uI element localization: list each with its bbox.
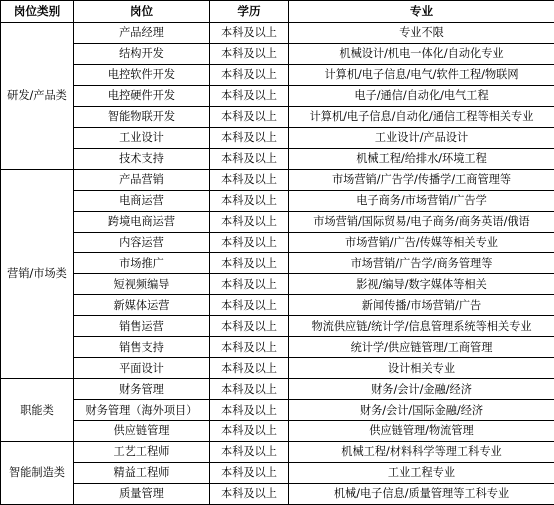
table-row [1,358,554,379]
position-cell: 财务管理（海外项目） [74,400,210,421]
major-cell: 机械工程/材料科学等理工科专业 [289,442,554,463]
table-row [1,421,554,442]
table-row [1,106,554,127]
table-row [1,316,554,337]
table-row [1,43,554,64]
major-cell: 机械工程/给排水/环境工程 [289,148,554,169]
major-cell: 市场营销/国际贸易/电子商务/商务英语/俄语 [289,211,554,232]
education-cell: 本科及以上 [210,316,289,337]
education-cell: 本科及以上 [210,358,289,379]
table-row [1,379,554,400]
table-row [1,85,554,106]
position-cell: 工业设计 [74,127,210,148]
position-cell: 平面设计 [74,358,210,379]
table-row [1,274,554,295]
table-row [1,169,554,190]
major-cell: 市场营销/广告学/商务管理等 [289,253,554,274]
major-cell: 计算机/电子信息/电气/软件工程/物联网 [289,64,554,85]
table-row [1,23,554,44]
table-row [1,211,554,232]
table-row [1,442,554,463]
position-cell: 短视频编导 [74,274,210,295]
position-cell: 工艺工程师 [74,442,210,463]
education-cell: 本科及以上 [210,106,289,127]
major-cell: 专业不限 [289,23,554,44]
major-cell: 市场营销/广告学/传播学/工商管理等 [289,169,554,190]
position-cell: 精益工程师 [74,463,210,484]
header-major: 专业 [289,1,554,23]
position-cell: 电商运营 [74,190,210,211]
category-cell: 营销/市场类 [1,169,74,379]
major-cell: 物流供应链/统计学/信息管理系统等相关专业 [289,316,554,337]
education-cell: 本科及以上 [210,483,289,504]
major-cell: 机械设计/机电一体化/自动化专业 [289,43,554,64]
education-cell: 本科及以上 [210,253,289,274]
position-cell: 销售支持 [74,337,210,358]
major-cell: 财务/会计/金融/经济 [289,379,554,400]
position-cell: 产品经理 [74,23,210,44]
position-cell: 销售运营 [74,316,210,337]
table-row [1,483,554,504]
education-cell: 本科及以上 [210,274,289,295]
education-cell: 本科及以上 [210,64,289,85]
education-cell: 本科及以上 [210,190,289,211]
major-cell: 工业设计/产品设计 [289,127,554,148]
category-cell: 职能类 [1,379,74,442]
table-row [1,127,554,148]
table-body [1,23,554,505]
position-cell: 财务管理 [74,379,210,400]
position-cell: 电控硬件开发 [74,85,210,106]
major-cell: 机械/电子信息/质量管理等工科专业 [289,483,554,504]
position-cell: 内容运营 [74,232,210,253]
position-cell: 产品营销 [74,169,210,190]
position-cell: 质量管理 [74,483,210,504]
major-cell: 计算机/电子信息/自动化/通信工程等相关专业 [289,106,554,127]
position-cell: 市场推广 [74,253,210,274]
table-row [1,400,554,421]
category-cell: 研发/产品类 [1,23,74,170]
major-cell: 电子/通信/自动化/电气工程 [289,85,554,106]
position-cell: 智能物联开发 [74,106,210,127]
education-cell: 本科及以上 [210,442,289,463]
education-cell: 本科及以上 [210,85,289,106]
position-cell: 电控软件开发 [74,64,210,85]
major-cell: 工业工程专业 [289,463,554,484]
major-cell: 财务/会计/国际金融/经济 [289,400,554,421]
table-row [1,190,554,211]
category-cell: 智能制造类 [1,442,74,505]
major-cell: 设计相关专业 [289,358,554,379]
education-cell: 本科及以上 [210,400,289,421]
table-row [1,232,554,253]
education-cell: 本科及以上 [210,148,289,169]
education-cell: 本科及以上 [210,127,289,148]
table-row [1,295,554,316]
position-cell: 新媒体运营 [74,295,210,316]
header-category: 岗位类别 [1,1,74,23]
header-position: 岗位 [74,1,210,23]
position-cell: 供应链管理 [74,421,210,442]
education-cell: 本科及以上 [210,379,289,400]
major-cell: 供应链管理/物流管理 [289,421,554,442]
education-cell: 本科及以上 [210,169,289,190]
education-cell: 本科及以上 [210,295,289,316]
table-header-row [1,1,554,23]
table-row [1,337,554,358]
education-cell: 本科及以上 [210,43,289,64]
education-cell: 本科及以上 [210,232,289,253]
table-row [1,64,554,85]
position-cell: 技术支持 [74,148,210,169]
education-cell: 本科及以上 [210,211,289,232]
major-cell: 电子商务/市场营销/广告学 [289,190,554,211]
major-cell: 统计学/供应链管理/工商管理 [289,337,554,358]
education-cell: 本科及以上 [210,23,289,44]
table-row [1,148,554,169]
position-cell: 结构开发 [74,43,210,64]
table-row [1,253,554,274]
education-cell: 本科及以上 [210,337,289,358]
table-row [1,463,554,484]
education-cell: 本科及以上 [210,421,289,442]
header-education: 学历 [210,1,289,23]
position-cell: 跨境电商运营 [74,211,210,232]
major-cell: 新闻传播/市场营销/广告 [289,295,554,316]
major-cell: 影视/编导/数字媒体等相关 [289,274,554,295]
major-cell: 市场营销/广告/传媒等相关专业 [289,232,554,253]
education-cell: 本科及以上 [210,463,289,484]
